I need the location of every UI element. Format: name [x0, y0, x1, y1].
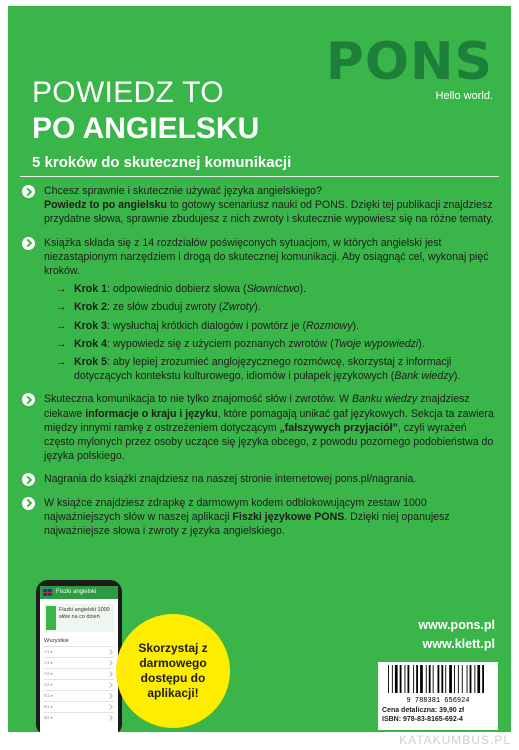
book-thumbnail-icon — [46, 606, 56, 630]
step-end: ). — [254, 301, 261, 314]
phone-screen — [40, 586, 118, 732]
step-label: Krok 4 — [74, 337, 107, 350]
title-line-2: PO ANGIELSKU — [32, 112, 260, 145]
app-list-row: B1 ▸ — [44, 701, 114, 712]
pons-tagline: Hello world. — [435, 90, 493, 102]
step-item-1 — [44, 282, 500, 296]
app-list-row: A2 ▸ — [44, 668, 114, 679]
phone-app-preview — [36, 580, 122, 732]
bullet-text: Książka składa się z 14 rozdziałów poświęconych sytuacjom, w których angielski jest niezastąpionym narzędziem i drogą do skutecznej komunikacji. Aby osiągnąć cel, wykonaj pięć kroków. — [44, 236, 489, 278]
bullet-text: . Dzięki niej opanujesz najważniejsze słowa i zwroty z języka angielskiego. — [44, 510, 450, 538]
app-list-row: A1 ▸ — [44, 657, 114, 668]
step-label: Krok 1 — [74, 283, 107, 296]
step-text: : odpowiednio dobierz słowa ( — [106, 283, 247, 296]
chevron-bullet-icon — [22, 393, 35, 406]
app-list-title: Wszystkie — [44, 638, 69, 644]
bullet-bold: „fałszywych przyjaciół” — [279, 421, 398, 434]
bullet-text: , które pomagają unikać gaf językowych. Sekcja ta zawiera między innymi ramkę z ostrzeżeniem dotyczącym — [44, 407, 494, 434]
app-list-row: A2 ▸ — [44, 679, 114, 690]
bullet-app-code — [22, 496, 500, 539]
bullet-knowledge-bank — [22, 392, 500, 463]
step-emphasis: Twoje wypowiedzi — [333, 337, 419, 350]
arrow-icon: → — [56, 356, 67, 369]
promo-text: Skorzystaj z darmowego dostępu do aplikacji! — [138, 641, 208, 700]
step-text: : wysłuchaj krótkich dialogów i powtórz je ( — [106, 319, 306, 332]
chevron-bullet-icon — [22, 185, 35, 198]
step-end: ). — [299, 283, 307, 296]
divider — [20, 176, 499, 177]
pons-logo-word: PONS — [325, 32, 493, 92]
app-header-title: Fiszki angielski — [56, 589, 97, 595]
arrow-icon: → — [56, 301, 67, 314]
bullet-recordings — [22, 472, 500, 486]
url-pons: www.pons.pl — [418, 618, 495, 632]
pons-logo — [325, 32, 493, 102]
price-label: Cena detaliczna: 39,90 zł — [382, 707, 465, 714]
step-item-4 — [44, 337, 500, 351]
step-text: : wypowiedz się z użyciem poznanych zwrotów ( — [106, 337, 334, 350]
promo-circle-badge — [116, 614, 230, 728]
step-item-5 — [44, 355, 500, 383]
step-emphasis: Rozmowy — [306, 319, 353, 332]
arrow-icon: → — [56, 337, 67, 350]
bullet-text: , czyli wyrażeń często mylonych przez osoby uczące się języka obcego, z powodu pozornego podobieństwa do języka polskiego. — [44, 421, 494, 463]
app-list-row: A1 ▸ — [44, 646, 114, 657]
bullet-text: znajdziesz ciekawe — [44, 393, 470, 420]
title-line-1: POWIEDZ TO — [32, 76, 224, 109]
barcode-number: 9 788381 656924 — [406, 697, 470, 704]
chevron-bullet-icon — [22, 473, 35, 486]
step-label: Krok 3 — [74, 319, 107, 332]
app-course-card — [44, 604, 114, 632]
step-label: Krok 5 — [74, 356, 107, 369]
url-klett: www.klett.pl — [422, 637, 495, 651]
step-end: ). — [418, 337, 425, 350]
arrow-icon: → — [56, 319, 67, 332]
bullet-bold: Powiedz to po angielsku — [44, 199, 168, 212]
barcode — [378, 662, 498, 704]
bullet-intro — [22, 184, 500, 227]
bullet-text: Chcesz sprawnie i skutecznie używać języka angielskiego? — [44, 185, 322, 197]
step-text: : aby lepiej zrozumieć anglojęzycznego rozmówcę, skorzystaj z informacji dotyczących kontekstu kulturowego, idiomów i pułapek językowych ( — [74, 356, 452, 383]
chevron-bullet-icon — [22, 237, 35, 250]
bullet-steps — [22, 236, 500, 384]
isbn-label: ISBN: 978-83-8165-692-4 — [382, 716, 463, 723]
bullet-bold: informacje o kraju i języku — [85, 407, 218, 420]
step-item-3 — [44, 319, 500, 333]
bullet-text: Nagrania do książki znajdziesz na naszej stronie internetowej pons.pl/nagrania. — [44, 473, 417, 486]
app-list-row: B2 ▸ — [44, 712, 114, 723]
bullet-text: W książce znajdziesz zdrapkę z darmowym kodem odblokowującym zestaw 1000 najważniejszych słów w naszej aplikacji — [44, 496, 427, 523]
app-list-row: B1 ▸ — [44, 690, 114, 701]
uk-flag-icon — [43, 589, 52, 596]
step-text: : ze słów zbuduj zwroty ( — [106, 301, 223, 314]
cover-panel — [8, 6, 511, 732]
step-end: ). — [352, 319, 359, 332]
barcode-bars-icon — [378, 662, 498, 704]
step-label: Krok 2 — [74, 301, 107, 314]
watermark: KATAKUMBUS.PL — [399, 733, 511, 747]
price-isbn-box — [378, 704, 498, 730]
app-header — [40, 586, 118, 599]
app-course-title: Fiszki angielski 1000 słów na co dzień — [59, 607, 110, 620]
step-emphasis: Słownictwo — [246, 283, 300, 296]
chevron-bullet-icon — [22, 497, 35, 510]
publisher-urls — [418, 616, 495, 654]
description-list — [22, 184, 500, 547]
bullet-text: to gotowy scenariusz nauki od PONS. Dzięki tej publikacji znajdziesz przydatne słowa, sprawnie zbudujesz z nich zwroty i skutecznie wypowiesz się na różne tematy. — [44, 199, 494, 226]
step-emphasis: Zwroty — [222, 301, 255, 314]
bullet-emphasis: Banku wiedzy — [351, 393, 418, 406]
step-item-2 — [44, 300, 500, 314]
step-emphasis: Bank wiedzy — [394, 370, 454, 383]
step-end: ). — [453, 370, 461, 383]
arrow-icon: → — [56, 283, 67, 296]
bullet-bold: Fiszki językowe PONS — [232, 510, 345, 523]
bullet-text: Skuteczna komunikacja to nie tylko znajomość słów i zwrotów. W — [44, 393, 352, 406]
subtitle: 5 kroków do skutecznej komunikacji — [32, 154, 292, 171]
